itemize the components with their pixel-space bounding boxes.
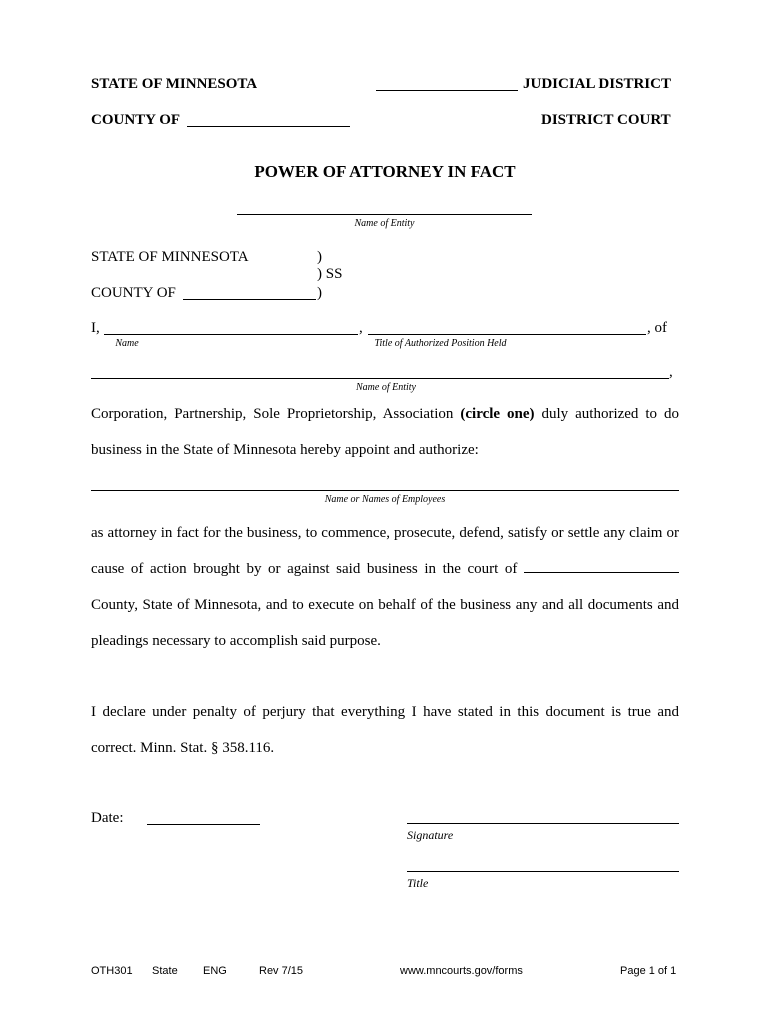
judicial-district-blank[interactable] bbox=[376, 90, 518, 91]
date-label: Date: bbox=[91, 810, 124, 826]
declarant-prefix: I, bbox=[91, 320, 100, 336]
authorize-text: duly authorized to do business in the State of Minnesota hereby appoint and authorize: bbox=[91, 406, 680, 458]
judicial-district-label: JUDICIAL DISTRICT bbox=[523, 76, 671, 92]
entity-comma: , bbox=[669, 364, 673, 380]
name-caption: Name bbox=[115, 338, 139, 349]
page-title: POWER OF ATTORNEY IN FACT bbox=[254, 162, 516, 181]
declarant-of: , of bbox=[647, 320, 667, 336]
declarant-comma: , bbox=[359, 320, 363, 336]
footer-form-code: OTH301 bbox=[91, 965, 133, 977]
venue-ss: ) SS bbox=[317, 266, 343, 282]
state-heading: STATE OF MINNESOTA bbox=[91, 76, 258, 92]
title-caption: Title bbox=[407, 876, 429, 890]
district-court-label: DISTRICT COURT bbox=[541, 112, 671, 128]
attorney-text-2: County, State of Minnesota, and to execute on behalf of the business any and all documents and pleadings necessary to accomplish said purpose. bbox=[91, 597, 679, 649]
title-position-caption: Title of Authorized Position Held bbox=[374, 338, 507, 349]
entity-type-text: Corporation, Partnership, Sole Proprietorship, Association bbox=[91, 406, 454, 422]
footer-state: State bbox=[152, 965, 178, 977]
signature-blank[interactable] bbox=[407, 823, 679, 824]
footer-language: ENG bbox=[203, 965, 227, 977]
entity-caption-2: Name of Entity bbox=[356, 382, 416, 393]
venue-state: STATE OF MINNESOTA bbox=[91, 249, 249, 265]
footer-page: Page 1 of 1 bbox=[620, 965, 677, 977]
title-blank[interactable] bbox=[407, 871, 679, 872]
perjury-paragraph: I declare under penalty of perjury that everything I have stated in this document is true and correct. Minn. Stat. § 358.116. bbox=[91, 704, 679, 756]
circle-one-note: (circle one) bbox=[460, 406, 535, 422]
footer-revision: Rev 7/15 bbox=[259, 965, 304, 977]
declarant-title-blank[interactable] bbox=[368, 334, 646, 335]
attorney-paragraph bbox=[91, 515, 679, 659]
signature-caption: Signature bbox=[407, 828, 454, 842]
venue-paren-bottom: ) bbox=[317, 285, 322, 301]
court-county-blank[interactable] bbox=[524, 558, 679, 573]
venue-paren-top: ) bbox=[317, 249, 322, 265]
venue-county: COUNTY OF bbox=[91, 285, 176, 301]
employees-caption: Name or Names of Employees bbox=[324, 494, 446, 505]
date-blank[interactable] bbox=[147, 824, 260, 825]
employees-blank[interactable] bbox=[91, 490, 679, 491]
county-heading: COUNTY OF bbox=[91, 112, 181, 128]
venue-county-blank[interactable] bbox=[183, 299, 316, 300]
footer-url[interactable]: www.mncourts.gov/forms bbox=[400, 965, 523, 977]
declarant-name-blank[interactable] bbox=[104, 334, 358, 335]
entity-name-caption: Name of Entity bbox=[354, 218, 415, 229]
attorney-text-1: as attorney in fact for the business, to commence, prosecute, defend, satisfy or settle any claim or cause of action brought by or against said business in the court of bbox=[91, 525, 679, 577]
entity-name-blank[interactable] bbox=[237, 214, 532, 215]
entity-blank-2[interactable] bbox=[91, 378, 669, 379]
entity-type-paragraph bbox=[91, 396, 679, 468]
county-blank[interactable] bbox=[187, 126, 350, 127]
